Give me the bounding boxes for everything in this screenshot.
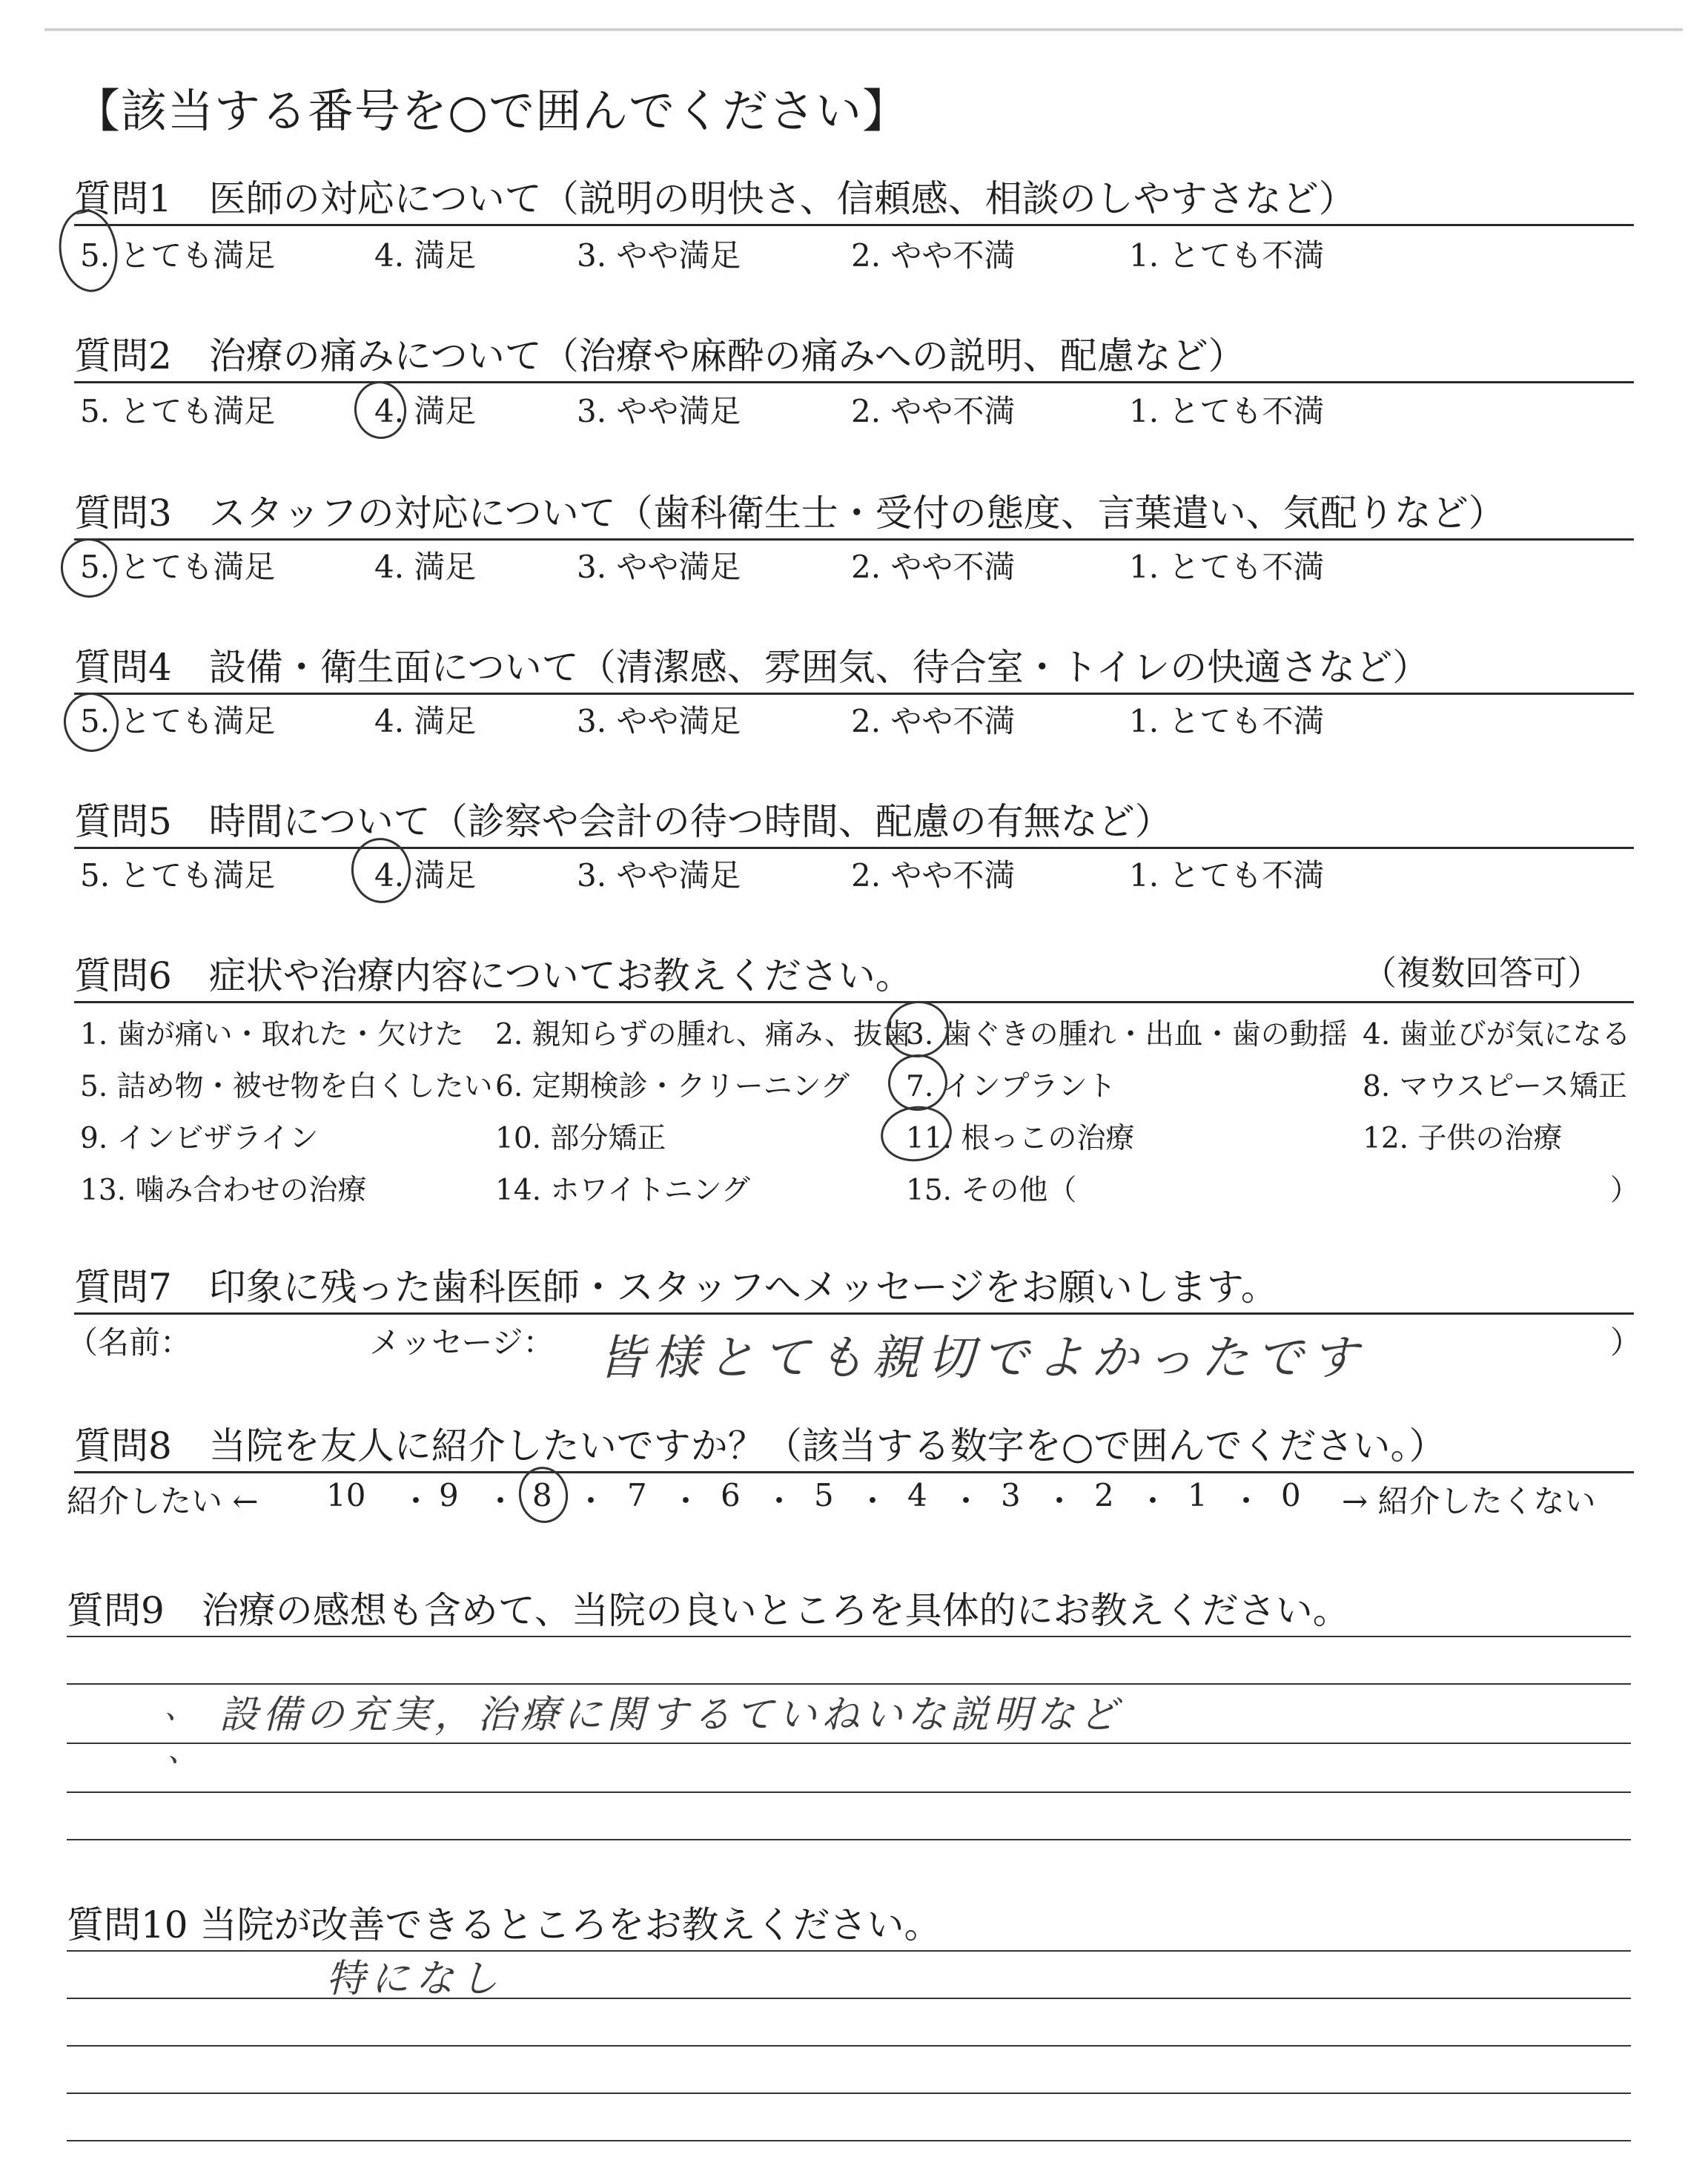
q10-answer-line: [67, 1998, 1631, 1999]
q6-option-4[interactable]: 4. 歯並びが気になる: [1363, 1018, 1631, 1051]
q7-name-label: （名前：: [67, 1324, 192, 1361]
q8-scale-5[interactable]: 5: [814, 1477, 834, 1513]
q10-answer-line: [67, 2093, 1631, 2094]
q9-rule: [67, 1636, 1631, 1637]
q4-option-4[interactable]: 4. 満足: [374, 703, 477, 739]
q7-close-paren: ）: [1610, 1324, 1642, 1361]
q3-option-1[interactable]: 1. とても不満: [1129, 549, 1325, 585]
q8-separator: ・: [485, 1483, 517, 1519]
q4-option-3[interactable]: 3. やや満足: [577, 703, 741, 739]
q8-separator: ・: [1044, 1483, 1076, 1519]
q2-option-1[interactable]: 1. とても不満: [1129, 393, 1325, 429]
q5-title: 質問5 時間について（診察や会計の待つ時間、配慮の有無など）: [74, 800, 1172, 843]
q1-option-2[interactable]: 2. やや不満: [851, 237, 1016, 274]
q4-option-2[interactable]: 2. やや不満: [851, 703, 1016, 739]
q9-bullet-2: 、: [168, 1732, 202, 1768]
q5-option-5[interactable]: 5. とても満足: [80, 857, 276, 894]
q8-separator: ・: [400, 1483, 432, 1519]
q2-option-2[interactable]: 2. やや不満: [851, 393, 1016, 429]
q6-option-7[interactable]: 7. インプラント: [906, 1070, 1116, 1103]
q6-option-3[interactable]: 3. 歯ぐきの腫れ・出血・歯の動揺: [906, 1018, 1348, 1051]
q1-option-4[interactable]: 4. 満足: [374, 237, 477, 274]
q8-scale-7[interactable]: 7: [627, 1477, 647, 1513]
q10-answer-line: [67, 2140, 1631, 2141]
q5-option-2[interactable]: 2. やや不満: [851, 857, 1016, 894]
q1-rule: [74, 224, 1634, 226]
q1-option-1[interactable]: 1. とても不満: [1129, 237, 1325, 274]
q8-separator: ・: [670, 1483, 702, 1519]
q6-option-8[interactable]: 8. マウスピース矯正: [1363, 1070, 1627, 1103]
q1-option-3[interactable]: 3. やや満足: [577, 237, 741, 274]
q8-scale-8[interactable]: 8: [532, 1477, 552, 1513]
q6-title: 質問6 症状や治療内容についてお教えください。: [74, 954, 913, 997]
q8-scale-1[interactable]: 1: [1188, 1477, 1208, 1513]
q5-option-1[interactable]: 1. とても不満: [1129, 857, 1325, 894]
q6-rule: [74, 1001, 1634, 1003]
q10-answer-handwriting: 特になし: [326, 1957, 505, 2001]
q5-option-3[interactable]: 3. やや満足: [577, 857, 741, 894]
q8-separator: ・: [857, 1483, 889, 1519]
q6-option-1[interactable]: 1. 歯が痛い・取れた・欠けた: [80, 1018, 464, 1051]
q6-option-5[interactable]: 5. 詰め物・被せ物を白くしたい: [80, 1070, 493, 1103]
q6-option-15[interactable]: 15. その他（: [906, 1174, 1077, 1207]
q1-title: 質問1 医師の対応について（説明の明快さ、信頼感、相談のしやすさなど）: [74, 177, 1356, 220]
q5-option-4[interactable]: 4. 満足: [374, 857, 477, 894]
q8-scale-10[interactable]: 10: [326, 1477, 366, 1513]
q6-note: （複数回答可）: [1363, 953, 1601, 993]
q8-right-label: → 紹介したくない: [1342, 1483, 1596, 1519]
q6-option-10[interactable]: 10. 部分矯正: [495, 1122, 666, 1155]
q6-option-6[interactable]: 6. 定期検診・クリーニング: [495, 1070, 850, 1103]
q3-title: 質問3 スタッフの対応について（歯科衛生士・受付の態度、言葉遣い、気配りなど）: [74, 492, 1506, 535]
q9-answer-line: [67, 1839, 1631, 1840]
q10-title: 質問10 当院が改善できるところをお教えください。: [67, 1903, 941, 1946]
q2-option-5[interactable]: 5. とても満足: [80, 393, 276, 429]
q2-rule: [74, 381, 1634, 383]
q4-rule: [74, 693, 1634, 695]
q1-option-5[interactable]: 5. とても満足: [80, 237, 276, 274]
q9-bullet-1: 、: [165, 1689, 199, 1725]
q8-scale-3[interactable]: 3: [1001, 1477, 1021, 1513]
q3-option-3[interactable]: 3. やや満足: [577, 549, 741, 585]
q2-option-4[interactable]: 4. 満足: [374, 393, 477, 429]
q8-title: 質問8 当院を友人に紹介したいですか？（該当する数字を○で囲んでください。）: [74, 1424, 1446, 1467]
q6-option-9[interactable]: 9. インビザライン: [80, 1122, 319, 1155]
q9-answer-line: [67, 1791, 1631, 1793]
q7-rule: [74, 1312, 1634, 1315]
q8-separator: ・: [575, 1483, 607, 1519]
q6-option-12[interactable]: 12. 子供の治療: [1363, 1122, 1563, 1155]
q9-title: 質問9 治療の感想も含めて、当院の良いところを具体的にお教えください。: [67, 1589, 1350, 1632]
q8-left-label: 紹介したい ←: [67, 1483, 259, 1519]
q8-scale-2[interactable]: 2: [1094, 1477, 1114, 1513]
q6-option-2[interactable]: 2. 親知らずの腫れ、痛み、抜歯: [495, 1018, 912, 1051]
q6-other-close-paren: ）: [1610, 1174, 1640, 1207]
q7-message-handwriting: 皆様とても親切でよかったです: [598, 1331, 1366, 1386]
q9-answer-line: [67, 1743, 1631, 1744]
q8-separator: ・: [950, 1483, 982, 1519]
q6-option-13[interactable]: 13. 噛み合わせの治療: [80, 1174, 367, 1207]
q8-scale-6[interactable]: 6: [721, 1477, 741, 1513]
q9-answer-handwriting: 設備の充実，治療に関するていねいな説明など: [219, 1693, 1122, 1737]
q4-title: 質問4 設備・衛生面について（清潔感、雰囲気、待合室・トイレの快適さなど）: [74, 646, 1430, 689]
q6-circle-mark-7: [884, 1051, 951, 1114]
q3-option-2[interactable]: 2. やや不満: [851, 549, 1016, 585]
q3-option-4[interactable]: 4. 満足: [374, 549, 477, 585]
q4-option-5[interactable]: 5. とても満足: [80, 703, 276, 739]
q8-separator: ・: [764, 1483, 795, 1519]
q8-separator: ・: [1231, 1483, 1262, 1519]
q10-rule: [67, 1950, 1631, 1952]
q2-title: 質問2 治療の痛みについて（治療や麻酔の痛みへの説明、配慮など）: [74, 334, 1245, 377]
q6-option-11[interactable]: 11. 根っこの治療: [906, 1122, 1135, 1155]
q3-rule: [74, 538, 1634, 541]
q6-option-14[interactable]: 14. ホワイトニング: [495, 1174, 750, 1207]
q2-option-3[interactable]: 3. やや満足: [577, 393, 741, 429]
scan-top-edge: [44, 28, 1683, 31]
q3-option-5[interactable]: 5. とても満足: [80, 549, 276, 585]
q7-message-label: メッセージ：: [369, 1324, 555, 1361]
q8-scale-0[interactable]: 0: [1281, 1477, 1301, 1513]
q8-rule: [74, 1471, 1634, 1473]
q8-separator: ・: [1137, 1483, 1169, 1519]
q8-scale-4[interactable]: 4: [907, 1477, 927, 1513]
form-title: 【該当する番号を○で囲んでください】: [74, 84, 910, 138]
q4-option-1[interactable]: 1. とても不満: [1129, 703, 1325, 739]
q8-scale-9[interactable]: 9: [439, 1477, 459, 1513]
q10-answer-line: [67, 2045, 1631, 2047]
q7-title: 質問7 印象に残った歯科医師・スタッフへメッセージをお願いします。: [74, 1266, 1278, 1309]
q5-rule: [74, 847, 1634, 849]
